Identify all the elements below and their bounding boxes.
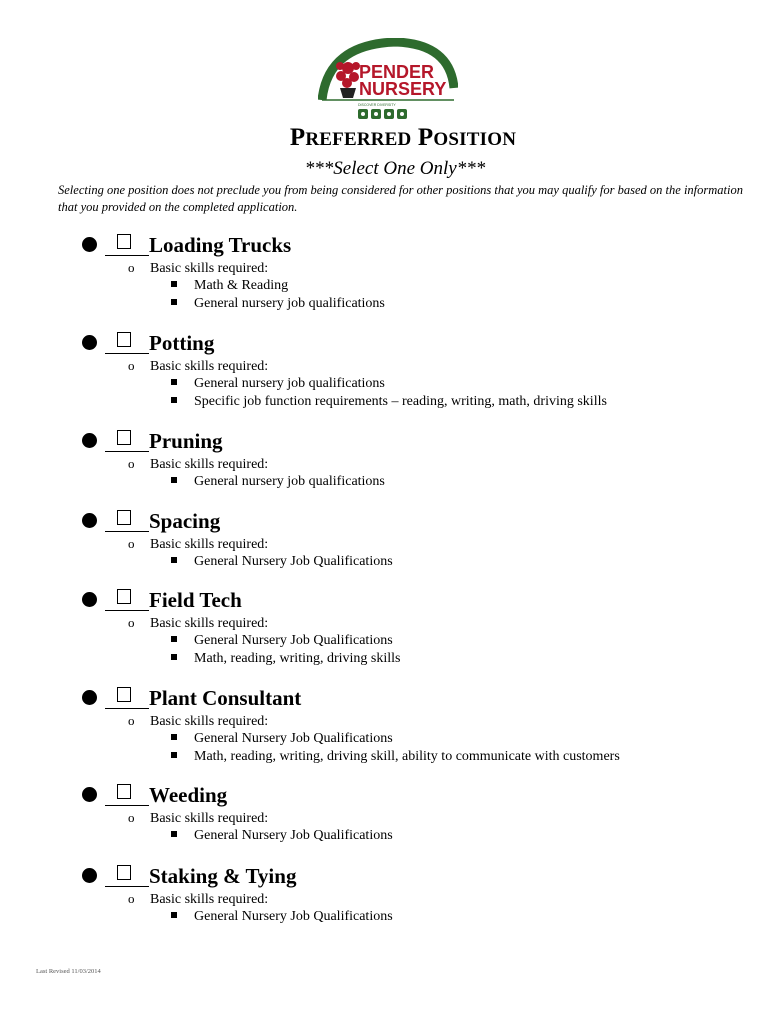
requirement-text: General nursery job qualifications bbox=[194, 296, 385, 311]
answer-blank-line[interactable] bbox=[105, 353, 149, 354]
skills-label-text: Basic skills required: bbox=[150, 537, 269, 552]
square-bullet-icon bbox=[171, 557, 177, 563]
position-checkbox[interactable] bbox=[117, 865, 131, 880]
position-title: Loading Trucks bbox=[149, 233, 292, 257]
logo-name-line1: PENDER bbox=[359, 62, 435, 82]
page-subtitle: ***Select One Only*** bbox=[304, 158, 486, 179]
logo-tagline: DISCOVER DIVERSITY bbox=[358, 103, 396, 107]
bullet-icon bbox=[82, 513, 97, 528]
square-bullet-icon bbox=[171, 636, 177, 642]
skills-label-text: Basic skills required: bbox=[150, 261, 269, 276]
answer-blank-line[interactable] bbox=[105, 451, 149, 452]
square-bullet-icon bbox=[171, 299, 177, 305]
circle-bullet-icon: o bbox=[128, 891, 135, 906]
square-bullet-icon bbox=[171, 912, 177, 918]
requirement-item bbox=[171, 394, 607, 410]
square-bullet-icon bbox=[171, 734, 177, 740]
position-title: Weeding bbox=[149, 783, 228, 807]
circle-bullet-icon: o bbox=[128, 615, 135, 630]
requirement-text: Specific job function requirements – reading, writing, math, driving skills bbox=[194, 394, 607, 409]
square-bullet-icon bbox=[171, 281, 177, 287]
skills-label-text: Basic skills required: bbox=[150, 892, 269, 907]
position-title: Pruning bbox=[149, 429, 223, 453]
requirement-item bbox=[171, 749, 620, 765]
circle-bullet-icon: o bbox=[128, 260, 135, 275]
requirement-item bbox=[171, 376, 385, 392]
bullet-icon bbox=[82, 787, 97, 802]
skills-label-text: Basic skills required: bbox=[150, 811, 269, 826]
skills-label-text: Basic skills required: bbox=[150, 616, 269, 631]
requirement-text: General Nursery Job Qualifications bbox=[194, 554, 393, 569]
page-title: PREFERRED POSITION bbox=[289, 124, 517, 151]
position-title: Staking & Tying bbox=[149, 864, 297, 888]
square-bullet-icon bbox=[171, 379, 177, 385]
position-checkbox[interactable] bbox=[117, 510, 131, 525]
bullet-icon bbox=[82, 690, 97, 705]
circle-bullet-icon: o bbox=[128, 810, 135, 825]
requirement-item bbox=[171, 554, 393, 570]
skills-label bbox=[128, 536, 268, 553]
skills-label-text: Basic skills required: bbox=[150, 714, 269, 729]
position-checkbox[interactable] bbox=[117, 430, 131, 445]
requirement-item bbox=[171, 828, 393, 844]
position-title: Field Tech bbox=[149, 588, 242, 612]
requirement-item bbox=[171, 296, 385, 312]
square-bullet-icon bbox=[171, 831, 177, 837]
requirement-item bbox=[171, 651, 400, 667]
answer-blank-line[interactable] bbox=[105, 805, 149, 806]
requirement-item bbox=[171, 474, 385, 490]
position-checkbox[interactable] bbox=[117, 687, 131, 702]
requirement-text: Math, reading, writing, driving skills bbox=[194, 651, 401, 666]
bullet-icon bbox=[82, 433, 97, 448]
position-title: Plant Consultant bbox=[149, 686, 302, 710]
skills-label bbox=[128, 891, 268, 908]
requirement-text: General Nursery Job Qualifications bbox=[194, 633, 393, 648]
requirement-item bbox=[171, 731, 393, 747]
requirement-text: General Nursery Job Qualifications bbox=[194, 731, 393, 746]
requirement-text: General nursery job qualifications bbox=[194, 376, 385, 391]
requirement-text: General Nursery Job Qualifications bbox=[194, 828, 393, 843]
answer-blank-line[interactable] bbox=[105, 531, 149, 532]
requirement-text: General nursery job qualifications bbox=[194, 474, 385, 489]
bullet-icon bbox=[82, 868, 97, 883]
position-checkbox[interactable] bbox=[117, 784, 131, 799]
position-checkbox[interactable] bbox=[117, 332, 131, 347]
square-bullet-icon bbox=[171, 477, 177, 483]
pender-nursery-logo bbox=[318, 38, 458, 122]
answer-blank-line[interactable] bbox=[105, 886, 149, 887]
skills-label bbox=[128, 456, 268, 473]
circle-bullet-icon: o bbox=[128, 456, 135, 471]
bullet-icon bbox=[82, 335, 97, 350]
position-checkbox[interactable] bbox=[117, 589, 131, 604]
revision-footer: Last Revised 11/03/2014 bbox=[36, 968, 101, 975]
skills-label bbox=[128, 713, 268, 730]
requirement-text: General Nursery Job Qualifications bbox=[194, 909, 393, 924]
requirement-item bbox=[171, 633, 393, 649]
skills-label-text: Basic skills required: bbox=[150, 457, 269, 472]
square-bullet-icon bbox=[171, 397, 177, 403]
answer-blank-line[interactable] bbox=[105, 610, 149, 611]
logo-name-line2: NURSERY bbox=[359, 79, 447, 99]
answer-blank-line[interactable] bbox=[105, 708, 149, 709]
skills-label bbox=[128, 615, 268, 632]
position-title: Spacing bbox=[149, 509, 221, 533]
requirement-item bbox=[171, 909, 393, 925]
position-checkbox[interactable] bbox=[117, 234, 131, 249]
bullet-icon bbox=[82, 592, 97, 607]
position-title: Potting bbox=[149, 331, 215, 355]
requirement-text: Math, reading, writing, driving skill, ability to communicate with customers bbox=[194, 749, 620, 764]
intro-paragraph: Selecting one position does not preclude you from being considered for other positions that you may qualify for based on the information that you provided on the completed application. bbox=[58, 183, 743, 214]
skills-label bbox=[128, 810, 268, 827]
skills-label bbox=[128, 358, 268, 375]
circle-bullet-icon: o bbox=[128, 713, 135, 728]
circle-bullet-icon: o bbox=[128, 358, 135, 373]
requirement-text: Math & Reading bbox=[194, 278, 289, 293]
skills-label-text: Basic skills required: bbox=[150, 359, 269, 374]
square-bullet-icon bbox=[171, 654, 177, 660]
requirement-item bbox=[171, 278, 288, 294]
square-bullet-icon bbox=[171, 752, 177, 758]
circle-bullet-icon: o bbox=[128, 536, 135, 551]
bullet-icon bbox=[82, 237, 97, 252]
skills-label bbox=[128, 260, 268, 277]
answer-blank-line[interactable] bbox=[105, 255, 149, 256]
